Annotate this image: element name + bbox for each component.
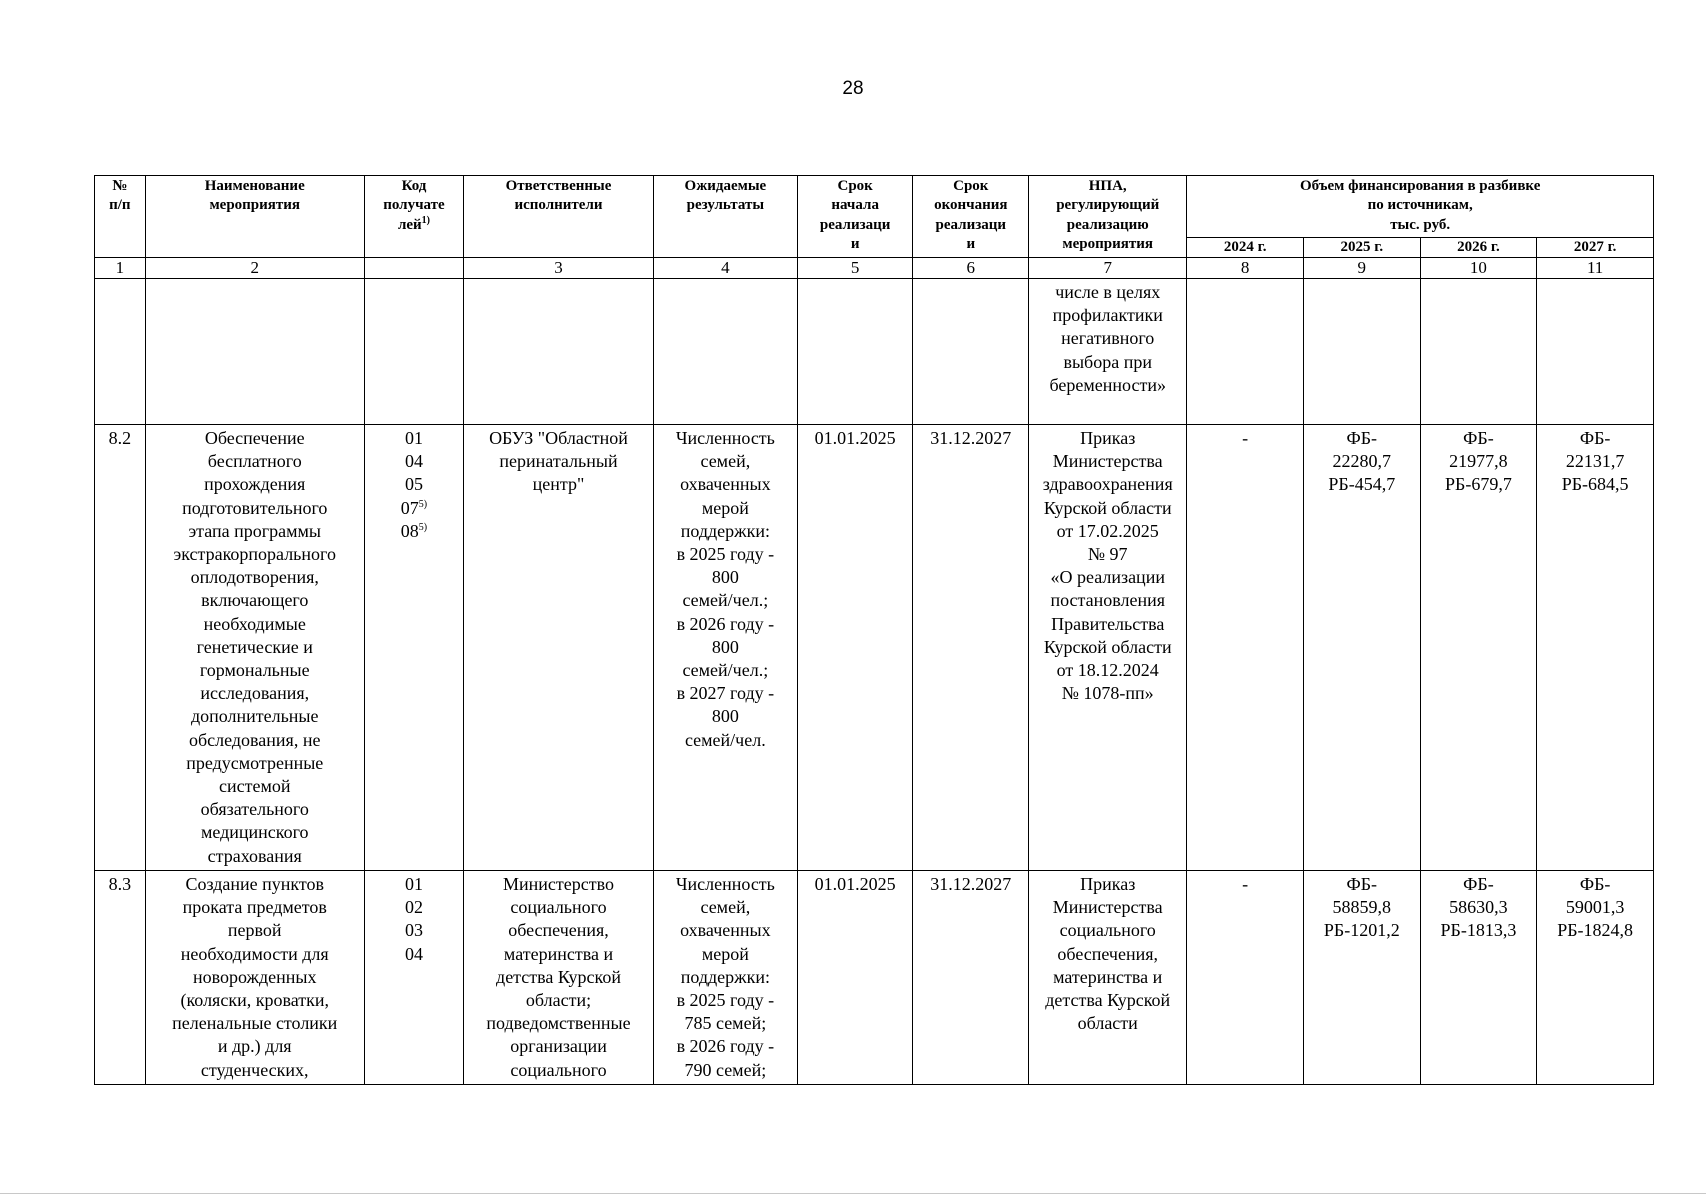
funding-2024: -: [1187, 425, 1304, 871]
text-line: негативного: [1061, 328, 1155, 349]
text-line: Приказ: [1080, 874, 1136, 894]
text-line: социального: [510, 897, 607, 918]
responsible: [464, 871, 654, 1085]
responsible: [464, 425, 654, 871]
text-line: 04: [404, 943, 423, 964]
text-line: в 2025 году -: [676, 990, 775, 1011]
text-line: гормональные: [199, 660, 310, 681]
text-line: необходимые: [203, 613, 306, 634]
numbering-row: [95, 258, 1654, 279]
text-line: № 97: [1087, 544, 1128, 565]
header-npa: [1029, 176, 1187, 258]
col-number: 1: [95, 258, 146, 279]
text-line: охваченных: [680, 474, 771, 495]
header-year-2025: 2025 г.: [1303, 238, 1420, 258]
funding-2025: [1303, 425, 1420, 871]
start-date: 01.01.2025: [797, 871, 913, 1085]
header-year-2027: 2027 г.: [1537, 238, 1654, 258]
text-line: Обеспечение: [204, 428, 305, 448]
text-line: 800: [711, 567, 739, 588]
start-date: 01.01.2025: [797, 425, 913, 871]
text-line: НПА,: [1088, 178, 1127, 194]
funding-2024: -: [1187, 871, 1304, 1085]
text-line: первой: [227, 920, 282, 941]
text-line: результаты: [686, 197, 765, 214]
recipient-codes: 01 04 05 07$^{5)}$ 08$^{5)}$: [364, 425, 463, 871]
header-end: [913, 176, 1029, 258]
text-line: исследования,: [200, 683, 310, 704]
text-line: Министерство: [503, 874, 614, 894]
funding-2027: [1537, 425, 1654, 871]
header-funding: [1187, 176, 1654, 238]
text-line: Численность: [675, 428, 775, 448]
expected-results: [653, 425, 797, 871]
text-line: Приказ: [1080, 428, 1136, 448]
text-line: и: [966, 236, 976, 253]
text-line: окончания: [934, 197, 1008, 214]
text-line: ФБ-: [1463, 428, 1494, 448]
text-line: подведомственные: [486, 1013, 631, 1034]
col-number: 5: [797, 258, 913, 279]
text-line: обследования, не: [189, 729, 321, 750]
text-line: прохождения: [204, 474, 306, 495]
text-line: в 2025 году -: [676, 544, 775, 565]
measure-name: [145, 425, 364, 871]
text-line: материнства и: [1053, 966, 1163, 987]
text-line: обеспечения,: [508, 920, 609, 941]
text-line: социального: [1059, 920, 1156, 941]
text-line: 03: [404, 920, 423, 941]
header-year-2026: 2026 г.: [1420, 238, 1537, 258]
text-line: РБ-454,7: [1328, 474, 1396, 495]
header-start: [797, 176, 913, 258]
text-line: организации: [510, 1036, 607, 1057]
text-line: Численность: [675, 874, 775, 894]
text-line: мероприятия: [209, 197, 301, 214]
text-line: Наименование: [204, 178, 305, 194]
text-line: медицинского: [200, 822, 309, 843]
text-line: регулирующий: [1056, 197, 1160, 214]
text-line: мерой: [701, 497, 749, 518]
row-number: 8.2: [95, 425, 146, 871]
end-date: 31.12.2027: [913, 425, 1029, 871]
text-line: в 2026 году -: [676, 1036, 775, 1057]
header-code: Код получате лей$^{1)}$: [364, 176, 463, 258]
text-line: 22131,7: [1565, 451, 1625, 472]
text-line: детства Курской: [1045, 990, 1171, 1011]
text-line: в 2026 году -: [676, 613, 775, 634]
text-line: Срок: [953, 178, 989, 194]
text-line: реализаци: [819, 216, 891, 233]
text-line: реализацию: [1066, 216, 1149, 233]
text-line: беременности»: [1049, 374, 1166, 395]
text-line: страхования: [207, 845, 302, 866]
text-line: семей/чел.;: [682, 590, 769, 611]
text-line: от 18.12.2024: [1056, 660, 1159, 681]
text-line: Курской области: [1043, 497, 1172, 518]
header-num: [95, 176, 146, 258]
text-line: перинатальный: [499, 451, 618, 472]
text-line: числе в целях: [1055, 282, 1161, 302]
text-line: ФБ-: [1346, 874, 1378, 894]
text-line: п/п: [109, 197, 131, 214]
col-number: 3: [464, 258, 654, 279]
text-line: №: [112, 178, 128, 194]
table-row: [95, 279, 1654, 425]
text-line: мерой: [701, 943, 749, 964]
text-line: (коляски, кроватки,: [180, 990, 329, 1011]
text-line: ФБ-: [1579, 874, 1611, 894]
text-line: «О реализации: [1050, 567, 1165, 588]
text-line: дополнительные: [190, 706, 319, 727]
text-line: проката предметов: [182, 897, 327, 918]
text-line: исполнители: [514, 197, 603, 214]
text-line: РБ-679,7: [1445, 474, 1512, 495]
text-line: Министерства: [1052, 451, 1163, 472]
text-line: и др.) для: [217, 1036, 292, 1057]
col-number: 8: [1187, 258, 1304, 279]
npa-cell: [1029, 425, 1187, 871]
recipient-codes: [364, 871, 463, 1085]
col-number: 11: [1537, 258, 1654, 279]
text-line: обеспечения,: [1057, 943, 1159, 964]
text-line: тыс. руб.: [1390, 216, 1451, 233]
text-line: в 2027 году -: [676, 683, 775, 704]
text-line: поддержки:: [680, 966, 770, 987]
text-line: профилактики: [1052, 305, 1163, 326]
text-line: Ожидаемые: [684, 178, 767, 194]
text-line: оплодотворения,: [190, 567, 319, 588]
row-number: 8.3: [95, 871, 146, 1085]
header-expected: [653, 176, 797, 258]
text-line: охваченных: [680, 920, 771, 941]
text-line: ФБ-: [1346, 428, 1378, 448]
text-line: № 1078-пп»: [1061, 683, 1154, 704]
text-line: 02: [404, 897, 423, 918]
npa-cell: [1029, 871, 1187, 1085]
table-row: [95, 425, 1654, 871]
funding-2027: [1537, 871, 1654, 1085]
header-name: [145, 176, 364, 258]
text-line: 01: [404, 874, 423, 894]
text-line: 800: [711, 706, 739, 727]
text-line: и: [850, 236, 860, 253]
text-line: включающего: [201, 590, 309, 611]
text-line: детства Курской: [496, 966, 621, 987]
text-line: по источникам,: [1367, 197, 1473, 214]
expected-results: [653, 871, 797, 1085]
text-line: начала: [831, 197, 879, 214]
text-line: генетические и: [196, 636, 313, 657]
header-year-2024: 2024 г.: [1187, 238, 1304, 258]
text-line: 59001,3: [1565, 897, 1625, 918]
end-date: 31.12.2027: [913, 871, 1029, 1085]
text-line: области: [1077, 1013, 1138, 1034]
text-line: РБ-684,5: [1561, 474, 1629, 495]
text-line: 790 семей;: [684, 1059, 767, 1080]
text-line: семей,: [700, 897, 751, 918]
text-line: от 17.02.2025: [1056, 520, 1159, 541]
text-line: Министерства: [1052, 897, 1163, 918]
funding-2026: [1420, 425, 1537, 871]
measure-name: [145, 871, 364, 1085]
text-line: 58630,3: [1449, 897, 1508, 918]
funding-2025: [1303, 871, 1420, 1085]
text-line: бесплатного: [207, 451, 302, 472]
scan-edge: [0, 1193, 1706, 1194]
text-line: новорожденных: [192, 966, 317, 987]
text-line: мероприятия: [1062, 236, 1154, 253]
text-line: РБ-1824,8: [1557, 920, 1634, 941]
text-line: необходимости для: [180, 943, 329, 964]
text-line: 58859,8: [1332, 897, 1392, 918]
text-line: материнства и: [503, 943, 614, 964]
text-line: пеленальные столики: [172, 1013, 338, 1034]
text-line: реализаци: [935, 216, 1007, 233]
text-line: Правительства: [1051, 613, 1165, 634]
text-line: семей,: [700, 451, 751, 472]
text-line: Курской области: [1043, 636, 1172, 657]
col-number: [364, 258, 463, 279]
text-line: студенческих,: [200, 1059, 309, 1080]
col-number: 2: [145, 258, 364, 279]
text-line: центр": [532, 474, 585, 495]
text-line: области;: [525, 990, 592, 1011]
text-line: РБ-1813,3: [1440, 920, 1517, 941]
text-line: ФБ-: [1579, 428, 1611, 448]
table-row: [95, 871, 1654, 1085]
text-line: ОБУЗ "Областной: [489, 428, 628, 448]
text-line: ФБ-: [1463, 874, 1494, 894]
text-line: обязательного: [200, 799, 309, 820]
funding-2026: [1420, 871, 1537, 1085]
text-line: этапа программы: [188, 520, 322, 541]
text-line: семей/чел.;: [682, 660, 769, 681]
text-line: семей/чел.: [684, 729, 766, 750]
text-line: постановления: [1050, 590, 1165, 611]
npa-cell: [1029, 279, 1187, 425]
text-line: предусмотренные: [186, 752, 324, 773]
text-line: системой: [218, 776, 291, 797]
text-line: подготовительного: [182, 497, 328, 518]
text-line: социального: [510, 1059, 607, 1080]
text-line: Создание пунктов: [185, 874, 325, 894]
col-number: 10: [1420, 258, 1537, 279]
header-responsible: [464, 176, 654, 258]
text-line: экстракорпорального: [173, 544, 336, 565]
text-line: выбора при: [1063, 351, 1152, 372]
text-line: 800: [711, 636, 739, 657]
text-line: 785 семей;: [684, 1013, 767, 1034]
text-line: РБ-1201,2: [1323, 920, 1400, 941]
col-number: 9: [1303, 258, 1420, 279]
text-line: Срок: [837, 178, 873, 194]
page-number: 28: [842, 78, 864, 99]
text-line: поддержки:: [680, 520, 770, 541]
measures-table: [94, 175, 1654, 1085]
text-line: 21977,8: [1449, 451, 1508, 472]
col-number: 7: [1029, 258, 1187, 279]
text-line: здравоохранения: [1042, 474, 1173, 495]
col-number: 6: [913, 258, 1029, 279]
col-number: 4: [653, 258, 797, 279]
text-line: 22280,7: [1332, 451, 1392, 472]
text-line: Ответственные: [505, 178, 612, 194]
text-line: Объем финансирования в разбивке: [1299, 178, 1541, 194]
